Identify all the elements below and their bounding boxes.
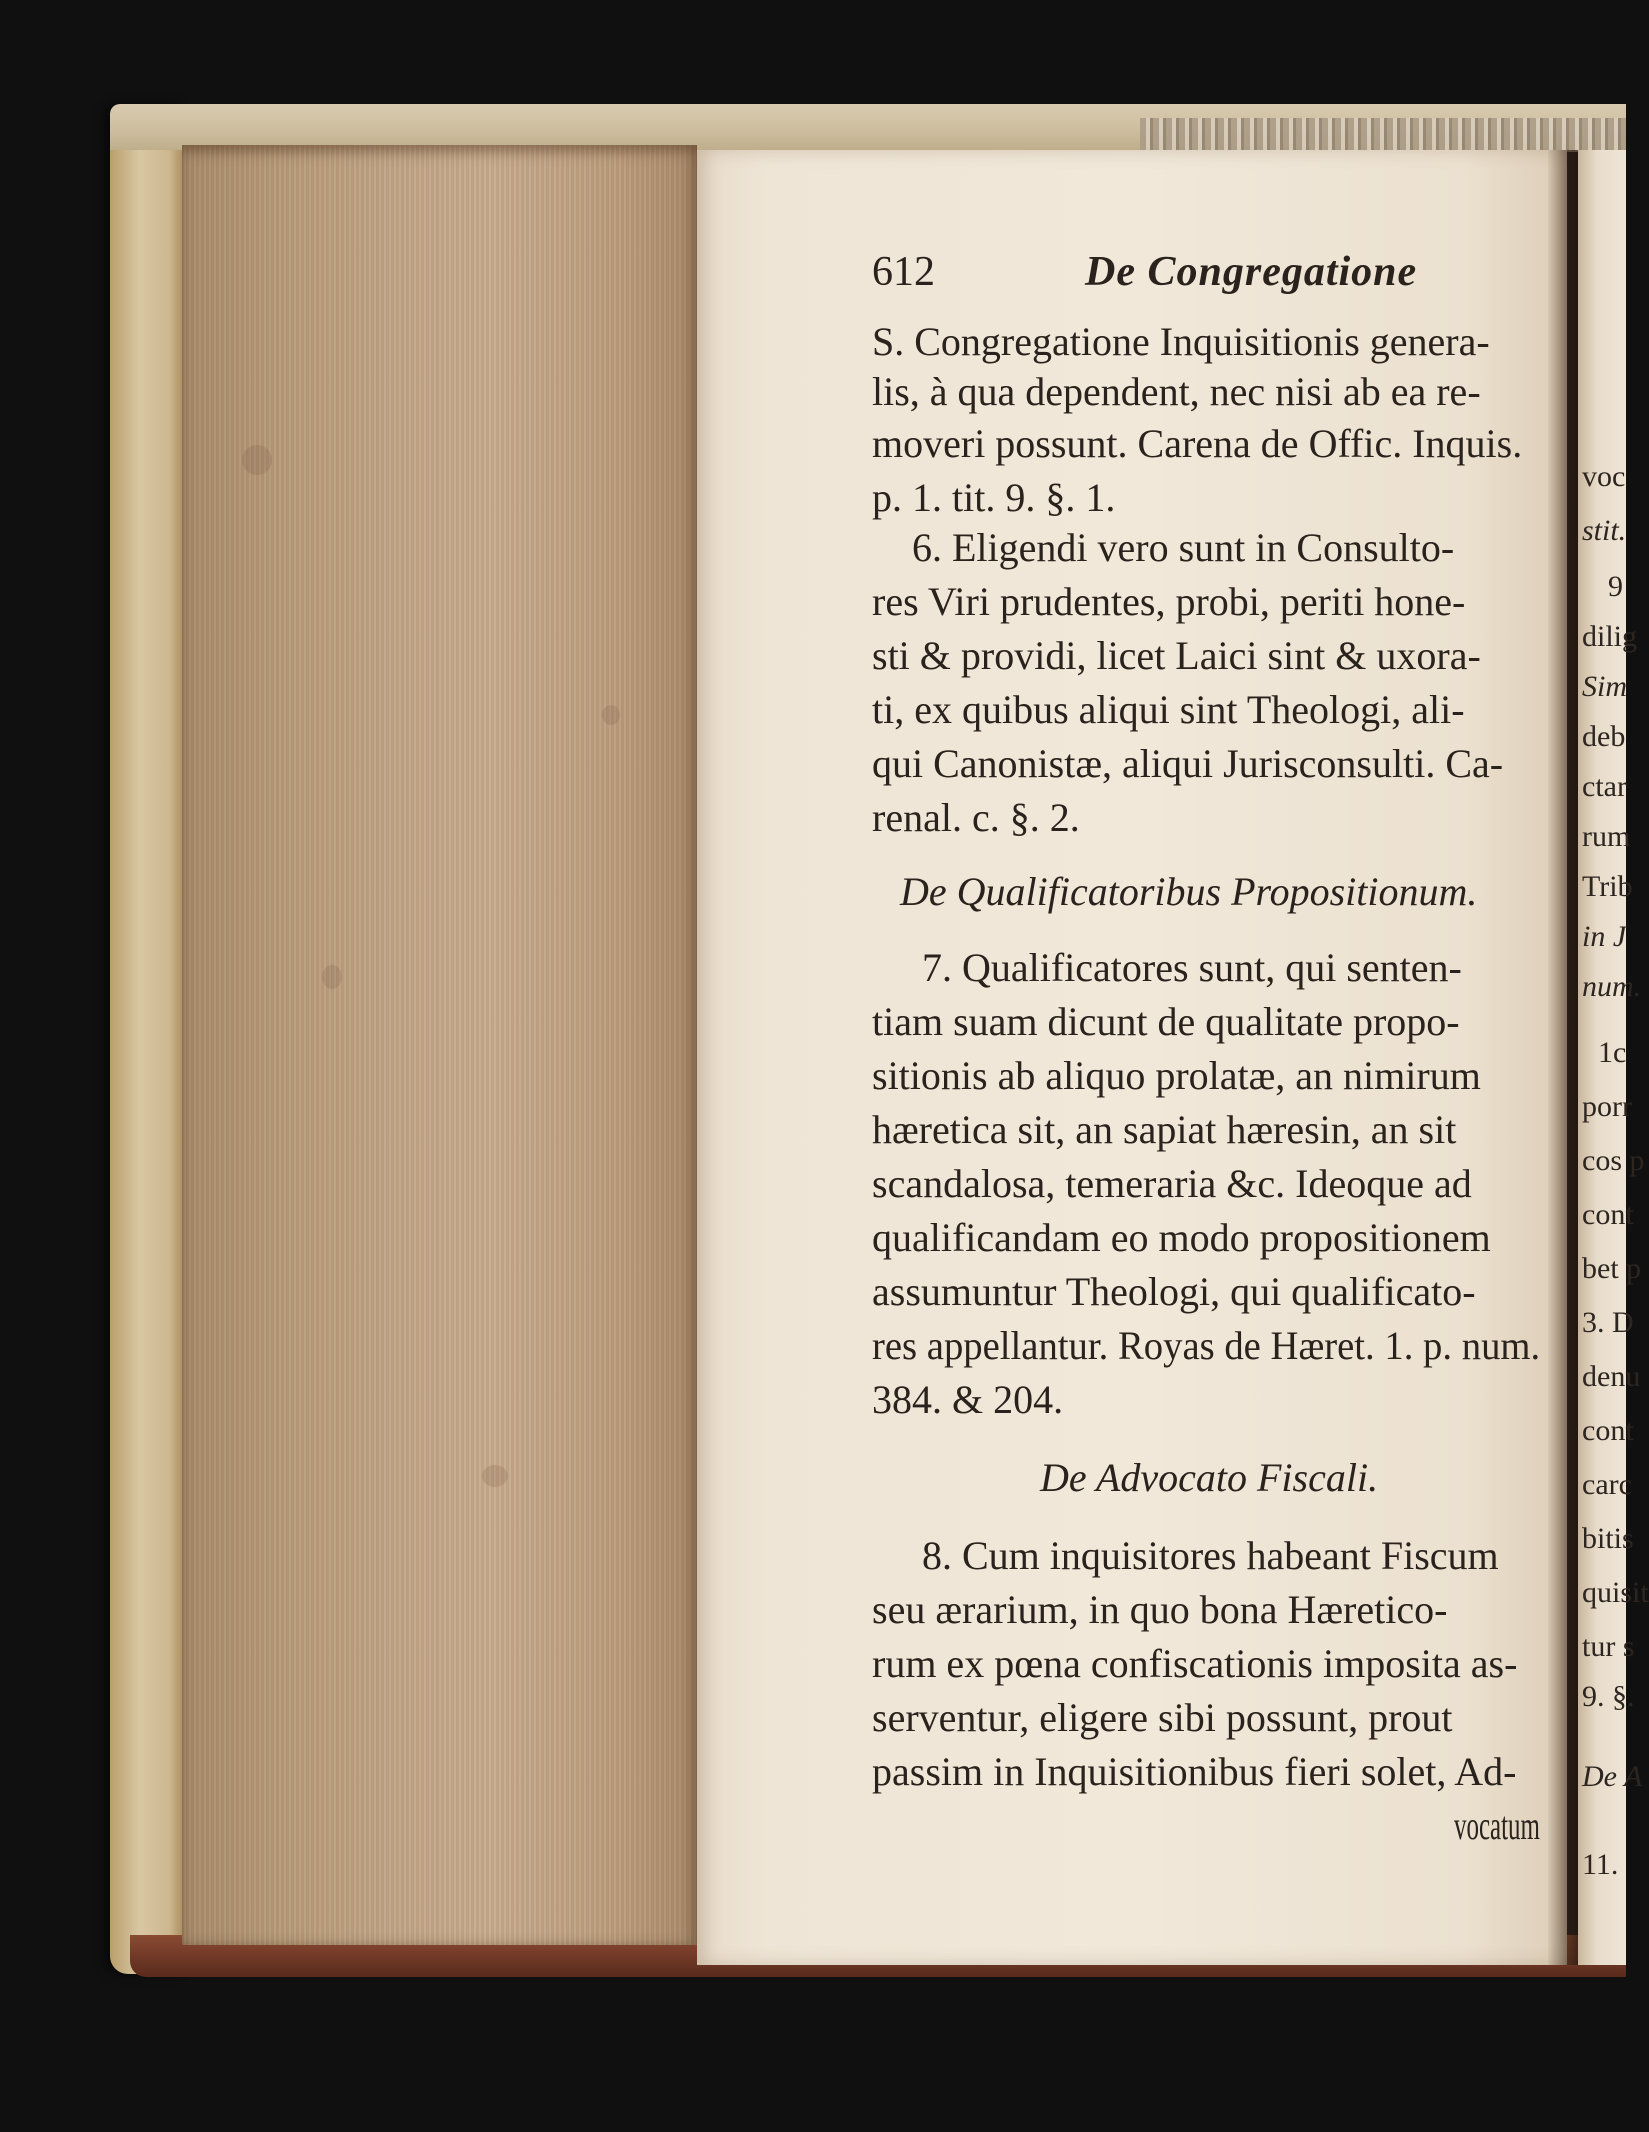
text-line: serventur, eligere sibi possunt, prout	[872, 1695, 1453, 1740]
facing-fragment: 1c	[1598, 1036, 1627, 1069]
text-line: sti & providi, licet Laici sint & uxora-	[872, 633, 1481, 678]
text-line: passim in Inquisitionibus fieri solet, Ad-	[872, 1749, 1517, 1794]
facing-fragment: tur s	[1582, 1630, 1635, 1663]
text-line: 7. Qualificatores sunt, qui senten-	[922, 945, 1462, 990]
spine-headband	[1140, 118, 1626, 152]
text-line: seu ærarium, in quo bona Hæretico-	[872, 1587, 1448, 1632]
facing-fragment: Trib	[1582, 870, 1633, 903]
section-heading: De Qualificatoribus Propositionum.	[900, 869, 1478, 914]
facing-fragment: 11.	[1582, 1848, 1619, 1881]
facing-fragment: carc	[1582, 1468, 1632, 1501]
gutter-shadow	[1548, 150, 1580, 1965]
text-line: 8. Cum inquisitores habeant Fiscum	[922, 1533, 1499, 1578]
facing-fragment: in J	[1582, 920, 1627, 953]
facing-fragment: bitis	[1582, 1522, 1634, 1555]
section-heading: De Advocato Fiscali.	[1040, 1455, 1379, 1500]
facing-fragment: Sim	[1582, 670, 1627, 703]
facing-fragment: dilig	[1582, 620, 1638, 653]
facing-page	[1578, 150, 1649, 1965]
text-line: rum ex pœna confiscationis imposita as-	[872, 1641, 1518, 1686]
text-line: res Viri prudentes, probi, periti hone-	[872, 579, 1466, 624]
facing-fragment: rum	[1582, 820, 1631, 853]
running-head: De Congregatione	[1085, 249, 1418, 295]
page-fore-edge	[182, 145, 697, 1945]
facing-fragment: voc	[1582, 460, 1626, 493]
text-line: 6. Eligendi vero sunt in Consulto-	[912, 525, 1455, 570]
text-line: moveri possunt. Carena de Offic. Inquis.	[872, 421, 1523, 466]
facing-fragment: cont	[1582, 1414, 1634, 1447]
text-line: renal. c. §. 2.	[872, 795, 1080, 840]
page-number: 612	[872, 249, 935, 295]
text-line: S. Congregatione Inquisitionis genera-	[872, 319, 1490, 364]
text-line: p. 1. tit. 9. §. 1.	[872, 475, 1116, 520]
text-line: qui Canonistæ, aliqui Jurisconsulti. Ca-	[872, 741, 1504, 786]
facing-fragment: porr	[1582, 1090, 1632, 1123]
facing-fragment: num.	[1582, 970, 1642, 1003]
facing-fragment: De A	[1582, 1760, 1643, 1793]
facing-fragment: cont	[1582, 1198, 1634, 1231]
facing-fragment: quisit	[1582, 1576, 1649, 1609]
facing-fragment: bet p	[1582, 1252, 1642, 1285]
facing-fragment: 3. D	[1582, 1306, 1634, 1339]
text-line: scandalosa, temeraria &c. Ideoque ad	[872, 1161, 1472, 1206]
stain	[242, 445, 272, 475]
text-line: res appellantur. Royas de Hæret. 1. p. num.	[872, 1323, 1541, 1368]
facing-fragment: ctar	[1582, 770, 1627, 803]
stain	[482, 1465, 508, 1487]
text-line: sitionis ab aliquo prolatæ, an nimirum	[872, 1053, 1481, 1098]
text-line: 384. & 204.	[872, 1377, 1064, 1422]
stain	[322, 965, 342, 989]
text-line: ti, ex quibus aliqui sint Theologi, ali-	[872, 687, 1465, 732]
facing-fragment: 9	[1608, 570, 1623, 603]
text-line: assumuntur Theologi, qui qualificato-	[872, 1269, 1476, 1314]
text-line: lis, à qua dependent, nec nisi ab ea re-	[872, 369, 1481, 414]
facing-fragment: cos p	[1582, 1144, 1645, 1177]
facing-fragment: denu	[1582, 1360, 1641, 1393]
text-line: hæretica sit, an sapiat hæresin, an sit	[872, 1107, 1457, 1152]
text-line: tiam suam dicunt de qualitate propo-	[872, 999, 1460, 1044]
facing-fragment: 9. §.	[1582, 1680, 1635, 1713]
stain	[602, 705, 620, 725]
text-line: qualificandam eo modo propositionem	[872, 1215, 1491, 1260]
catchword: vocatum	[1454, 1803, 1540, 1848]
facing-fragment: deb	[1582, 720, 1626, 753]
facing-fragment: stit.	[1582, 514, 1627, 547]
vellum-cover-left	[110, 104, 184, 1974]
